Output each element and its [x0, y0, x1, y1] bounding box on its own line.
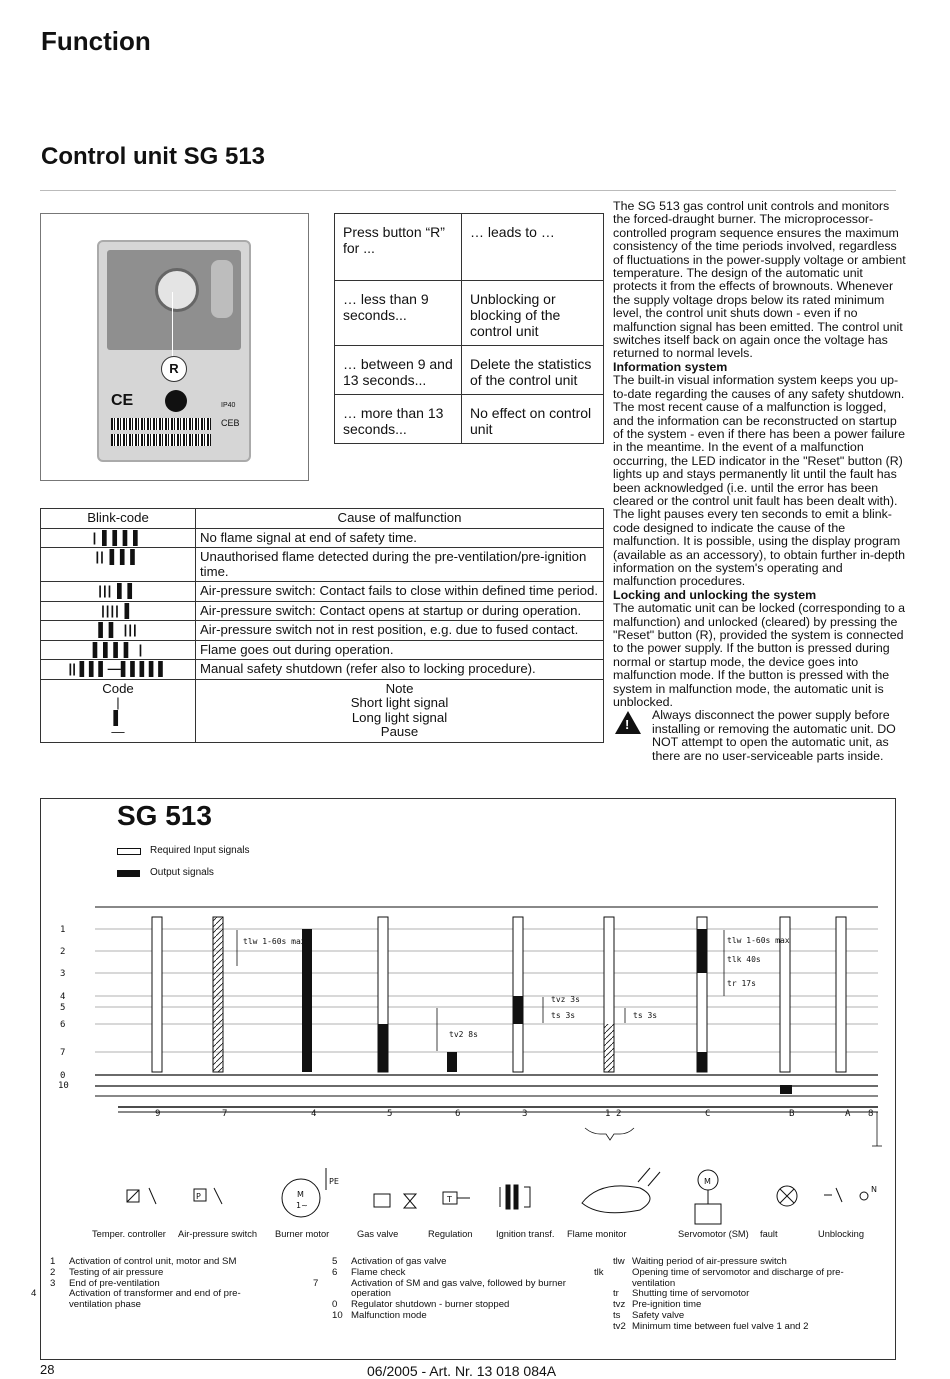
- step-label: C: [705, 1109, 711, 1119]
- fn-num: 3: [50, 1277, 56, 1289]
- ip-rating: IP40: [221, 402, 236, 409]
- fn-text: Safety valve: [632, 1309, 685, 1321]
- legend-note-head: Note: [385, 680, 414, 696]
- fn-text: Minimum time between fuel valve 1 and 2: [632, 1320, 809, 1332]
- legend-input: Required Input signals: [150, 845, 250, 856]
- ignition-transformer-icon: [500, 1185, 530, 1209]
- caption-fault: fault: [760, 1229, 778, 1239]
- step-label: A: [845, 1109, 851, 1119]
- pe-mark: PE: [329, 1177, 339, 1186]
- blink-code: | ▌▌▌▌: [41, 528, 196, 548]
- blink-code: ▌▌▌▌ |: [41, 640, 196, 660]
- row-label: 0: [60, 1071, 66, 1081]
- m-mark: M: [297, 1190, 304, 1199]
- step-label: 5: [387, 1109, 393, 1119]
- fn-num: 6: [332, 1266, 338, 1278]
- time-tv2: tv2 8s: [449, 1030, 478, 1039]
- fault-icon: [777, 1186, 797, 1206]
- legend-note: Long light signal: [351, 709, 448, 725]
- step-label: 2: [616, 1109, 622, 1119]
- footnotes-col-2: [313, 1256, 592, 1322]
- temperature-controller-icon: [127, 1188, 156, 1204]
- info-heading: Information system: [613, 359, 728, 374]
- legend-note: Pause: [380, 724, 419, 739]
- cause: Manual safety shutdown (refer also to locking procedure).: [196, 660, 604, 680]
- table-cell: Unblocking or blocking of the control unit: [462, 281, 604, 346]
- fn-text: Malfunction mode: [351, 1309, 427, 1321]
- section-title: Function: [41, 26, 151, 56]
- diagram-title: SG 513: [117, 800, 212, 831]
- fn-num: tr: [613, 1288, 619, 1300]
- fn-text: Regulator shutdown - burner stopped: [351, 1299, 510, 1311]
- step-label: 9: [155, 1109, 161, 1119]
- table-cell: … leads to …: [462, 214, 604, 281]
- lock-heading: Locking and unlocking the system: [613, 587, 817, 602]
- gas-valve-icon: [374, 1194, 416, 1208]
- step-label: B: [789, 1109, 795, 1119]
- caption-servomotor: Servomotor (SM): [678, 1229, 749, 1239]
- intro-text: The SG 513 gas control unit controls and monitors the forced-draught burner. The microprocessor-controlled program sequence ensures the maximum consistency of the time periods involved, regardless of fluctuations in the power-supply voltage or ambient temperature. The design of the automatic unit protects it from the effects of brownouts. Whenever the supply voltage drops below its rated minimum level, the control unit shuts down - even if no malfunction signal has been emitted. The control unit switches itself back on again once the voltage has returned to normal levels.: [613, 199, 906, 361]
- fn-text: Activation of control unit, motor and SM: [69, 1256, 237, 1267]
- row-label: 10: [58, 1081, 69, 1091]
- table-cell: Press button “R” for ...: [335, 214, 462, 281]
- footnotes-col-1: [31, 1256, 280, 1311]
- table-cell: … more than 13 seconds...: [335, 395, 462, 444]
- row-label: 4: [60, 992, 66, 1002]
- r-label: R: [161, 356, 187, 382]
- cause: Air-pressure switch not in rest position, e.g. due to fused contact.: [196, 621, 604, 641]
- caption-air-pressure-switch: Air-pressure switch: [178, 1229, 258, 1239]
- brace: [585, 1128, 634, 1140]
- row-label: 2: [60, 947, 66, 957]
- caption-ignition-transf: Ignition transf.: [496, 1229, 555, 1239]
- blink-code: |||| ▌: [41, 601, 196, 621]
- n-mark: N: [871, 1185, 877, 1194]
- fn-num: 1: [50, 1256, 56, 1267]
- fn-text: End of pre-ventilation: [69, 1277, 160, 1289]
- step-label: 8: [868, 1109, 874, 1119]
- legend-code-head: Code: [102, 680, 134, 696]
- ceb-mark: CEB: [221, 418, 240, 428]
- caption-burner-motor: Burner motor: [275, 1229, 330, 1239]
- legend-note: Short light signal: [350, 695, 449, 710]
- fn-num: 10: [332, 1309, 343, 1321]
- fn-num: 7: [313, 1277, 319, 1289]
- fn-text: Opening time of servomotor and discharge of pre-ventilation: [632, 1266, 844, 1289]
- ce-mark: CE: [111, 392, 134, 409]
- unblocking-icon: [824, 1188, 868, 1202]
- row-label: 3: [60, 969, 66, 979]
- header-blink-code: Blink-code: [41, 509, 196, 529]
- caption-flame-monitor: Flame monitor: [567, 1229, 627, 1239]
- fn-text: Waiting period of air-pressure switch: [632, 1256, 787, 1267]
- caption-regulation: Regulation: [428, 1229, 473, 1239]
- time-tvz: tvz 3s: [551, 995, 580, 1004]
- legend-output: Output signals: [150, 867, 214, 878]
- fn-num: ts: [613, 1309, 621, 1321]
- cause: Flame goes out during operation.: [196, 640, 604, 660]
- fn-num: 4: [31, 1288, 37, 1300]
- time-tlk: tlk 40s: [727, 955, 761, 964]
- step-label: 7: [222, 1109, 228, 1119]
- table-cell: … between 9 and 13 seconds...: [335, 346, 462, 395]
- footer-text: 06/2005 - Art. Nr. 13 018 084A: [367, 1363, 557, 1379]
- row-label: 6: [60, 1020, 66, 1030]
- caption-unblocking: Unblocking: [818, 1229, 864, 1239]
- cause: No flame signal at end of safety time.: [196, 528, 604, 548]
- flame-monitor-icon: [582, 1168, 660, 1213]
- page-number: 28: [40, 1362, 55, 1377]
- row-lines: [95, 929, 878, 1052]
- step-label: 3: [522, 1109, 528, 1119]
- lock-text: The automatic unit can be locked (corresponding to a malfunction) and unlocked (cleared) by pressing the "Reset" button (R), provided the system is connected to the power supply. If the button is pressed during normal or startup mode, the device goes into malfunction mode. If the button is pressed with the system in malfunction mode, the automatic unit is unblocked.: [613, 601, 906, 710]
- fn-text: Shutting time of servomotor: [632, 1288, 750, 1300]
- fn-num: tlk: [594, 1266, 604, 1278]
- footnotes-col-3: [594, 1256, 883, 1333]
- row-label: 5: [60, 1003, 66, 1013]
- header-cause: Cause of malfunction: [196, 509, 604, 529]
- info-text-2: The light pauses every ten seconds to emit a blink-code designed to indicate the cause of the malfunction. It is possible, using the display program (available as an accessory), to obtain further in-depth information on the system's operating and malfunction procedures.: [613, 507, 906, 589]
- fn-text: Testing of air pressure: [69, 1266, 164, 1278]
- fn-num: tv2: [613, 1320, 626, 1332]
- info-text: The built-in visual information system keeps you up-to-date regarding the causes of any safety shutdown. The most recent cause of a malfunction is logged, and the information can be reconstructed on startup of the system - even if there has been a power failure in the meantime. In the event of a malfunction occurring, the LED indicator in the "Reset" button (R) lights up and stays permanently lit until the fault has been acknowledged (i.e. until the error has been cleared or the control unit fault has been dealt with).: [613, 373, 906, 508]
- cause: Air-pressure switch: Contact fails to close within defined time period.: [196, 582, 604, 602]
- time-tlw-2: tlw 1-60s max: [727, 936, 790, 945]
- fn-text: Pre-ignition time: [632, 1299, 702, 1311]
- time-tlw: tlw 1-60s max: [243, 937, 306, 946]
- legend-code: |: [116, 695, 120, 710]
- step-label: 6: [455, 1109, 461, 1119]
- fn-num: 0: [332, 1299, 338, 1311]
- cause: Unauthorised flame detected during the pre-ventilation/pre-ignition time.: [196, 548, 604, 582]
- row-label: 1: [60, 925, 66, 935]
- cause: Air-pressure switch: Contact opens at startup or during operation.: [196, 601, 604, 621]
- legend-code: —: [111, 724, 125, 739]
- caption-gas-valve: Gas valve: [357, 1229, 399, 1239]
- caption-temper-controller: Temper. controller: [92, 1229, 166, 1239]
- blink-code: || ▌▌▌: [41, 548, 196, 582]
- step-label: 4: [311, 1109, 317, 1119]
- fn-num: 2: [50, 1266, 56, 1278]
- warning-icon-mark: !: [625, 717, 630, 733]
- table-cell: … less than 9 seconds...: [335, 281, 462, 346]
- blink-code: || ▌▌▌—▌▌▌▌▌: [41, 660, 196, 680]
- blink-code: ▌▌ |||: [41, 621, 196, 641]
- page-title: Control unit SG 513: [41, 143, 266, 170]
- fn-num: 5: [332, 1256, 338, 1267]
- fn-text: Activation of gas valve: [351, 1256, 447, 1267]
- p-mark: P: [196, 1192, 201, 1201]
- fn-text: Flame check: [351, 1266, 406, 1278]
- fn-num: tvz: [613, 1299, 626, 1311]
- time-ts-2: ts 3s: [633, 1011, 658, 1020]
- time-ts: ts 3s: [551, 1011, 576, 1020]
- t-mark: T: [447, 1195, 452, 1204]
- legend-code: ▌: [113, 709, 123, 725]
- fn-text: Activation of SM and gas valve, followed by burner operation: [351, 1277, 566, 1300]
- fn-num: tlw: [613, 1256, 625, 1267]
- blink-code: ||| ▌▌: [41, 582, 196, 602]
- servo-m-mark: M: [704, 1177, 711, 1186]
- row-label: 7: [60, 1048, 66, 1058]
- time-tr: tr 17s: [727, 979, 756, 988]
- table-cell: Delete the statistics of the control unit: [462, 346, 604, 395]
- step-label: 1: [605, 1109, 611, 1119]
- fn-text: Activation of transformer and end of pre-ventilation phase: [69, 1288, 241, 1311]
- warning-text: Always disconnect the power supply before installing or removing the automatic unit. DO NOT attempt to open the automatic unit, as there are no user-serviceable parts inside.: [652, 708, 896, 763]
- m1-mark: 1~: [296, 1201, 308, 1210]
- table-cell: No effect on control unit: [462, 395, 604, 444]
